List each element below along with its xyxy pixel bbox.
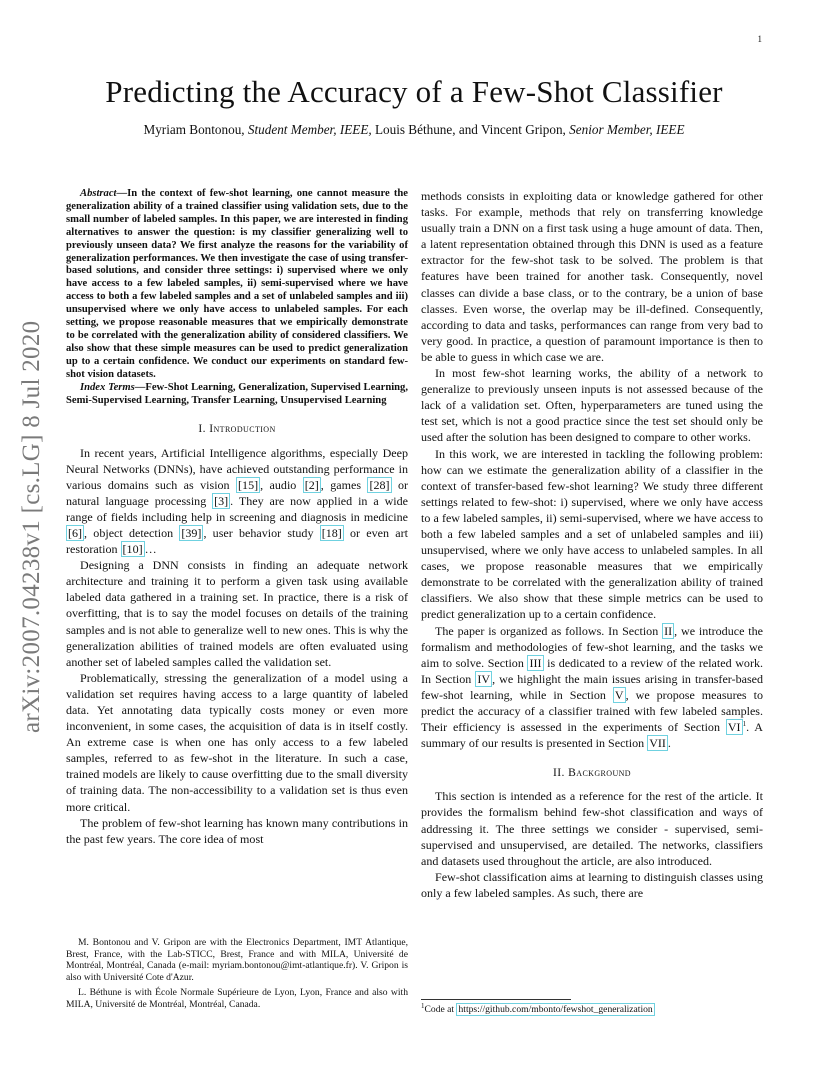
text-run: … xyxy=(144,542,157,557)
section-link[interactable]: V xyxy=(614,687,624,702)
section-number: I. xyxy=(198,422,206,436)
section-heading-introduction xyxy=(66,421,408,437)
section-number: II. xyxy=(553,766,565,780)
section-heading-background xyxy=(421,765,763,781)
code-link[interactable]: https://github.com/mbonto/fewshot_generalization xyxy=(458,1004,653,1015)
text-run: The paper is organized as follows. In Section xyxy=(435,623,663,638)
section-title: Background xyxy=(568,766,631,780)
author-1: Myriam Bontonou, xyxy=(143,122,245,137)
text-run: , user behavior study xyxy=(203,525,320,540)
footnote-text: Code at xyxy=(424,1004,457,1015)
intro-paragraph-4: The problem of few-shot learning has known many contributions in the past few years. The core idea of most xyxy=(66,815,408,846)
section-link[interactable]: VII xyxy=(649,736,666,751)
right-paragraph-2: In most few-shot learning works, the ability of a network to generalize to previously unseen inputs is not assessed because of the lack of a validation set. Often, hyperparameters are tuned using the test set, which is not a good practice since the test set should only be used after the solution has been designed to compare to other works. xyxy=(421,366,763,445)
text-run: , object detection xyxy=(84,525,180,540)
text-run: or even art restoration xyxy=(66,525,408,557)
section-link[interactable]: II xyxy=(664,623,673,638)
index-terms-label: Index Terms xyxy=(80,381,135,393)
footnote-affiliation-1: M. Bontonou and V. Gripon are with the Electronics Department, IMT Atlantique, Brest, France, with the Lab-STICC, Brest, France and with MILA, Université de Montréal, Montréal, Canada (e-mail: myriam.bontonou@imt-atlantique.fr). V. Gripon is also with Université Cote d'Azur. xyxy=(66,937,408,983)
text-run: , we introduce the formalism and methodologies of few-shot learning, and the tasks we aim to solve. Section xyxy=(421,623,763,670)
background-paragraph-1: This section is intended as a reference for the rest of the article. It provides the formalism behind few-shot classification and ways of addressing it. The three settings we consider - supervised, semi-supervised and unsupervised, are detailed. The networks, classifiers and datasets used throughout the article, are also introduced. xyxy=(421,789,763,868)
text-run: is dedicated to a review of the related work. In Section xyxy=(421,655,763,686)
index-terms-text: —Few-Shot Learning, Generalization, Supervised Learning, Semi-Supervised Learning, Transfer Learning, Unsupervised Learning xyxy=(66,381,408,406)
right-paragraph-1: methods consists in exploiting data or knowledge gathered for other tasks. For example, methods that rely on transferring knowledge usually train a DNN on a first task using a huge amount of data. Then, a latent representation obtained through this DNN is used as a feature extractor for the few-shot task to be solved. The problem is that features have been trained for another task. Consequently, novel classes can divide a base class, or to the contrary, be a union of base classes. Even worse, the overlap may be ill-defined. Consequently, according to data and tasks, performances can range from very bad to very good. In practice, a question of paramount importance is then to be able to guess in which case we are. xyxy=(421,189,763,364)
author-1-role: Student Member, IEEE, xyxy=(247,122,372,137)
index-terms xyxy=(66,382,408,408)
right-column xyxy=(421,188,763,901)
text-run: . A summary of our results is presented in Section xyxy=(421,720,763,751)
intro-paragraph-2: Designing a DNN consists in finding an adequate network architecture and training it to perform a given task using available labeled data gathered in a training set. In practice, there is a risk of overfitting, that is to say the model focuses on details of the training samples and is not able to generalize well to new ones. This is why the generalization abilities of trained models are often evaluated using another set of labeled samples called the validation set. xyxy=(66,558,408,669)
author-footnotes xyxy=(66,937,408,1015)
footnote-number: 1 xyxy=(421,1001,425,1010)
text-run: , we propose measures to predict the accuracy of a classifier trained with few labeled samples. Their efficiency is assessed in the experiments of Section xyxy=(421,687,763,735)
abstract-text: —In the context of few-shot learning, one cannot measure the generalization ability of a trained classifier using validation sets, due to the small number of labeled samples. In this paper, we are interested in finding alternatives to answer the question: is my classifier generalizing well to previously unseen data? We first analyze the reasons for the variability of generalization performances. We then investigate the case of using transfer-based solutions, and consider three settings: i) supervised where we only have access to a few labeled samples, ii) semi-supervised where we have access to both a few labeled samples and a set of unlabeled samples and iii) unsupervised where we only have access to unlabeled samples. For each setting, we propose reasonable measures that we empirically demonstrate to be correlated with the generalization ability of considered classifiers. We also show that these simple measures can be used to predict generalization up to a certain confidence. We conduct our experiments on standard few-shot vision datasets. xyxy=(66,188,408,380)
text-run: , audio xyxy=(260,477,303,492)
citation-link[interactable]: [18] xyxy=(321,525,342,540)
author-line xyxy=(60,122,768,138)
intro-paragraph-1 xyxy=(66,445,408,558)
section-title: Introduction xyxy=(209,422,276,436)
citation-link[interactable]: [10] xyxy=(122,542,143,557)
background-paragraph-2: Few-shot classification aims at learning to distinguish classes using only a few labeled samples. As such, there are xyxy=(421,869,763,900)
arxiv-stamp xyxy=(14,305,54,735)
text-run: . They are now applied in a wide range of fields including help in screening and diagnosis in medicine xyxy=(66,493,408,524)
section-link[interactable]: III xyxy=(529,655,542,670)
citation-link[interactable]: [3] xyxy=(214,493,229,508)
footnote-marker[interactable]: 1 xyxy=(742,720,747,729)
section-link[interactable]: VI xyxy=(727,720,741,735)
text-run: In recent years, Artificial Intelligence algorithms, especially Deep Neural Networks (DNNs), have achieved outstanding performance in various domains such as vision xyxy=(66,445,408,492)
footnote-affiliation-2: L. Béthune is with École Normale Supérieure de Lyon, Lyon, France and also with MILA, Université de Montréal, Montréal, Canada. xyxy=(66,987,408,1010)
section-link[interactable]: IV xyxy=(477,671,491,686)
citation-link[interactable]: [6] xyxy=(68,525,83,540)
paper-title: Predicting the Accuracy of a Few-Shot Classifier xyxy=(105,74,723,109)
citation-link[interactable]: [15] xyxy=(238,477,259,492)
intro-paragraph-3: Problematically, stressing the generalization of a model using a validation set requires having access to a large quantity of labeled data. Yet annotating data typically costs money or even more inconvenient, in some cases, the acquisition of data is in itself costly. An extreme case is when one has only access to a few labeled samples, referred to as few-shot in the literature. In such a case, trained models are likely to cause overfitting due to the small diversity of training data. The non-accessibility to a validation set is thus even more critical. xyxy=(66,670,408,814)
text-run: , we highlight the main issues arising in transfer-based few-shot learning, while in Section xyxy=(421,671,764,702)
page-number: 1 xyxy=(757,34,762,44)
code-footnote xyxy=(421,999,763,1015)
author-2-3: Louis Béthune, and Vincent Gripon, xyxy=(374,122,566,137)
right-paragraph-4 xyxy=(421,623,763,752)
right-paragraph-3: In this work, we are interested in tackling the following problem: how can we estimate the generalization ability of a classifier in the context of transfer-based few-shot learning? We study three different settings related to few-shot: i) supervised, where we only have access to a few labeled samples, ii) semi-supervised, where we have access to both a few labeled samples and a set of unlabeled samples and iii) unsupervised, where we only have access to unlabeled samples. In all cases, we propose reasonable measures that we empirically demonstrate to be correlated with the generalization ability of trained classifiers. We also show that these simple metrics can be used to predict generalization up to a certain confidence. xyxy=(421,446,763,622)
footnote-rule xyxy=(421,999,571,1000)
text-run: . xyxy=(667,736,671,751)
left-column xyxy=(66,188,408,847)
abstract xyxy=(66,188,408,382)
arxiv-stamp-text: arXiv:2007.04238v1 [cs.LG] 8 Jul 2020 xyxy=(18,320,45,733)
citation-link[interactable]: [39] xyxy=(181,525,202,540)
citation-link[interactable]: [2] xyxy=(304,477,319,492)
citation-link[interactable]: [28] xyxy=(369,477,390,492)
author-3-role: Senior Member, IEEE xyxy=(569,122,685,137)
abstract-label: Abstract xyxy=(80,188,117,199)
text-run: or natural language processing xyxy=(66,477,408,508)
text-run: , games xyxy=(320,477,368,492)
